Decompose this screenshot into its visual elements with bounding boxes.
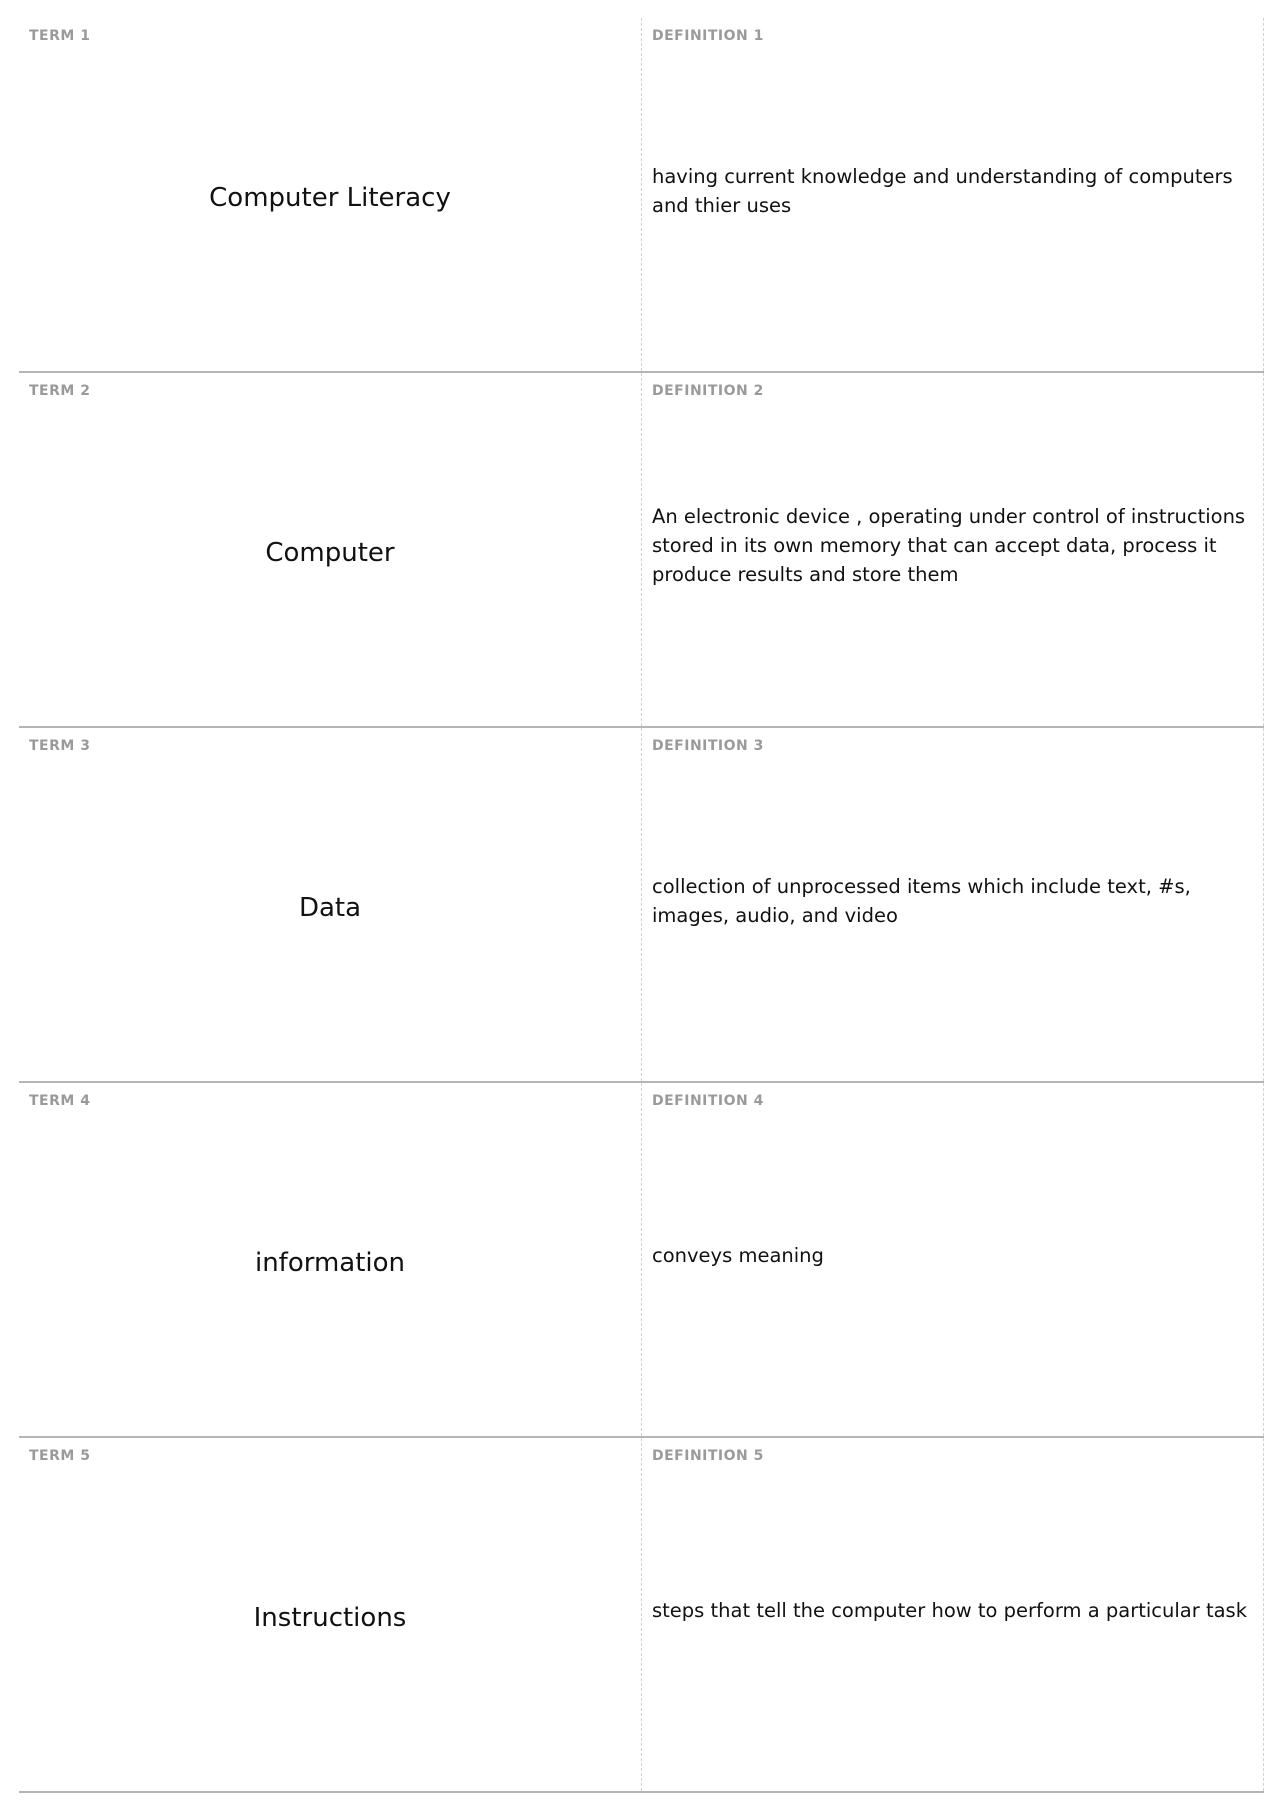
flashcard-row-2 <box>19 373 1264 728</box>
definition-text: conveys meaning <box>652 1244 824 1267</box>
flashcard-row-1 <box>19 18 1264 373</box>
flashcard-row-3 <box>19 728 1264 1083</box>
definition-cell <box>642 1438 1264 1791</box>
term-cell <box>19 18 642 371</box>
term-label: TERM 4 <box>29 1093 91 1109</box>
definition-text: collection of unprocessed items which include text, #s, images, audio, and video <box>652 874 1191 927</box>
term-text: Computer Literacy <box>209 182 451 213</box>
definition-text: having current knowledge and understanding of computers and thier uses <box>652 164 1233 217</box>
flashcard-row-5 <box>19 1438 1264 1793</box>
term-cell <box>19 728 642 1081</box>
flashcard-sheet <box>19 18 1264 1793</box>
definition-text: An electronic device , operating under control of instructions stored in its own memory that can accept data, process it produce results and store them <box>652 505 1246 586</box>
term-text: information <box>254 1247 406 1278</box>
flashcard-row-4 <box>19 1083 1264 1438</box>
term-cell <box>19 1083 642 1436</box>
definition-label: DEFINITION 2 <box>652 383 764 399</box>
definition-label: DEFINITION 1 <box>652 28 764 44</box>
term-text: Instructions <box>253 1602 407 1633</box>
definition-label: DEFINITION 5 <box>652 1448 764 1464</box>
term-text: Computer <box>265 537 395 568</box>
definition-label: DEFINITION 3 <box>652 738 764 754</box>
term-cell <box>19 1438 642 1791</box>
definition-label: DEFINITION 4 <box>652 1093 764 1109</box>
definition-text: steps that tell the computer how to perform a particular task <box>652 1599 1247 1622</box>
term-label: TERM 1 <box>29 28 91 44</box>
term-text: Data <box>298 892 362 923</box>
term-label: TERM 3 <box>29 738 91 754</box>
term-cell <box>19 373 642 726</box>
term-label: TERM 2 <box>29 383 91 399</box>
definition-cell <box>642 18 1264 371</box>
definition-cell <box>642 373 1264 726</box>
definition-cell <box>642 728 1264 1081</box>
term-label: TERM 5 <box>29 1448 91 1464</box>
definition-cell <box>642 1083 1264 1436</box>
